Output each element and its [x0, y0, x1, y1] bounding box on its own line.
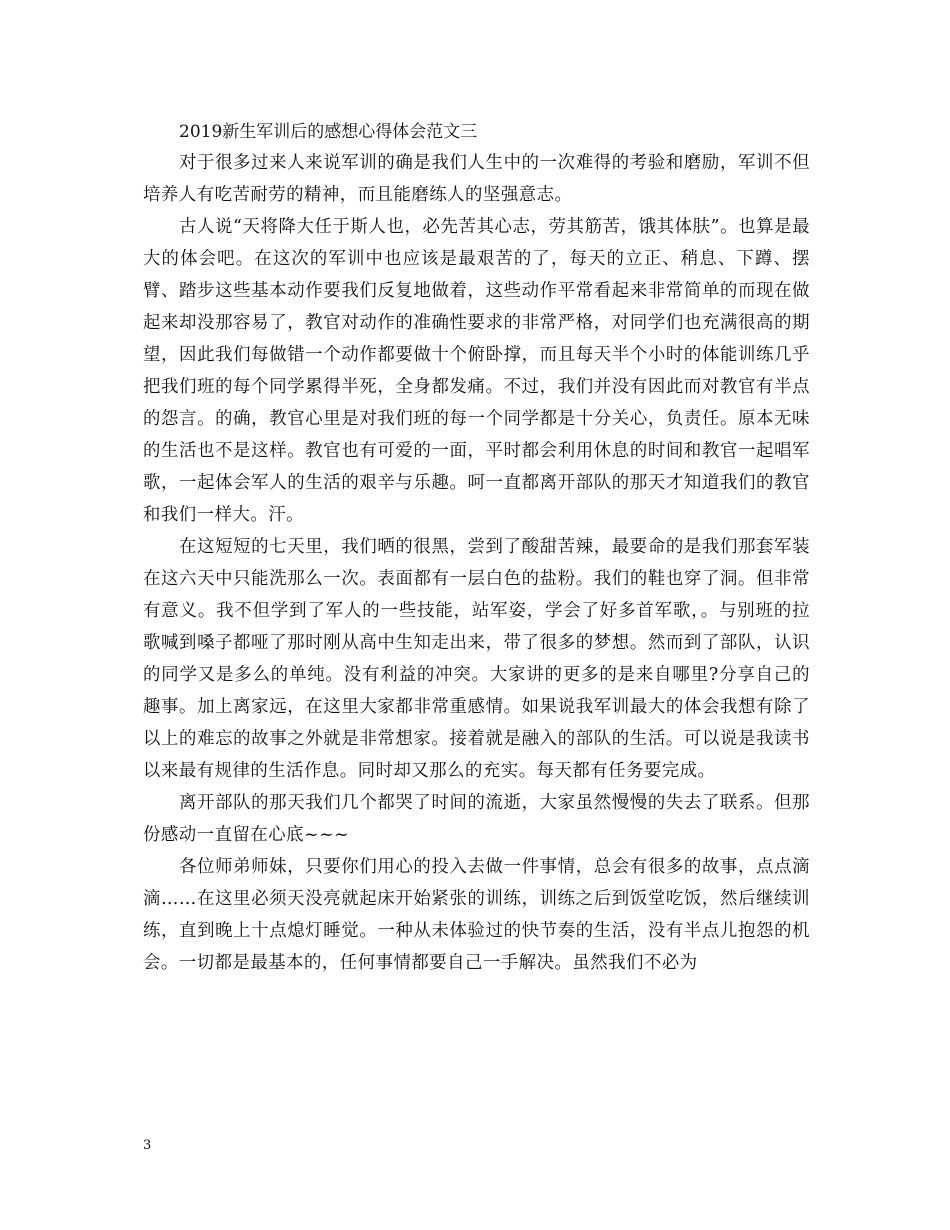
paragraph-1: 对于很多过来人来说军训的确是我们人生中的一次难得的考验和磨励，军训不但培养人有吃苦耐劳的精神，而且能磨练人的坚强意志。 — [143, 153, 810, 205]
paragraph-5: 各位师弟师妹，只要你们用心的投入去做一件事情，总会有很多的故事，点点滴滴……在这里必须天没亮就起床开始紧张的训练，训练之后到饭堂吃饭，然后继续训练，直到晚上十点熄灯睡觉。一种从未体验过的快节奏的生活，没有半点儿抱怨的机会。一切都是最基本的，任何事情都要自己一手解决。虽然我们不必为 — [143, 857, 810, 973]
paragraph-2: 古人说“天将降大任于斯人也，必先苦其心志，劳其筋苦，饿其体肤”。也算是最大的体会吧。在这次的军训中也应该是最艰苦的了，每天的立正、稍息、下蹲、摆臂、踏步这些基本动作要我们反复地做着，这些动作平常看起来非常简单的而现在做起来却没那容易了，教官对动作的准确性要求的非常严格，对同学们也充满很高的期望，因此我们每做错一个动作都要做十个俯卧撑，而且每天半个小时的体能训练几乎把我们班的每个同学累得半死，全身都发痛。不过，我们并没有因此而对教官有半点的怨言。的确，教官心里是对我们班的每一个同学都是十分关心，负责任。原本无味的生活也不是这样。教官也有可爱的一面，平时都会利用休息的时间和教官一起唱军歌，一起体会军人的生活的艰辛与乐趣。呵一直都离开部队的那天才知道我们的教官和我们一样大。汗。 — [143, 217, 810, 525]
page-number: 3 — [143, 1138, 152, 1153]
document-title: 2019新生军训后的感想心得体会范文三 — [179, 122, 478, 142]
paragraph-3: 在这短短的七天里，我们晒的很黑，尝到了酸甜苦辣，最要命的是我们那套军装在这六天中只能洗那么一次。表面都有一层白色的盐粉。我们的鞋也穿了洞。但非常有意义。我不但学到了军人的一些技能，站军姿，学会了好多首军歌，。与别班的拉歌喊到嗓子都哑了那时刚从高中生知走出来，带了很多的梦想。然而到了部队，认识的同学又是多么的单纯。没有利益的冲突。大家讲的更多的是来自哪里?分享自己的趣事。加上离家远，在这里大家都非常重感情。如果说我军训最大的体会我想有除了以上的难忘的故事之外就是非常想家。接着就是融入的部队的生活。可以说是我读书以来最有规律的生活作息。同时却又那么的充实。每天都有任务要完成。 — [143, 537, 810, 781]
paragraph-4: 离开部队的那天我们几个都哭了时间的流逝，大家虽然慢慢的失去了联系。但那份感动一直留在心底~~~ — [143, 793, 810, 845]
document-body — [143, 117, 810, 979]
